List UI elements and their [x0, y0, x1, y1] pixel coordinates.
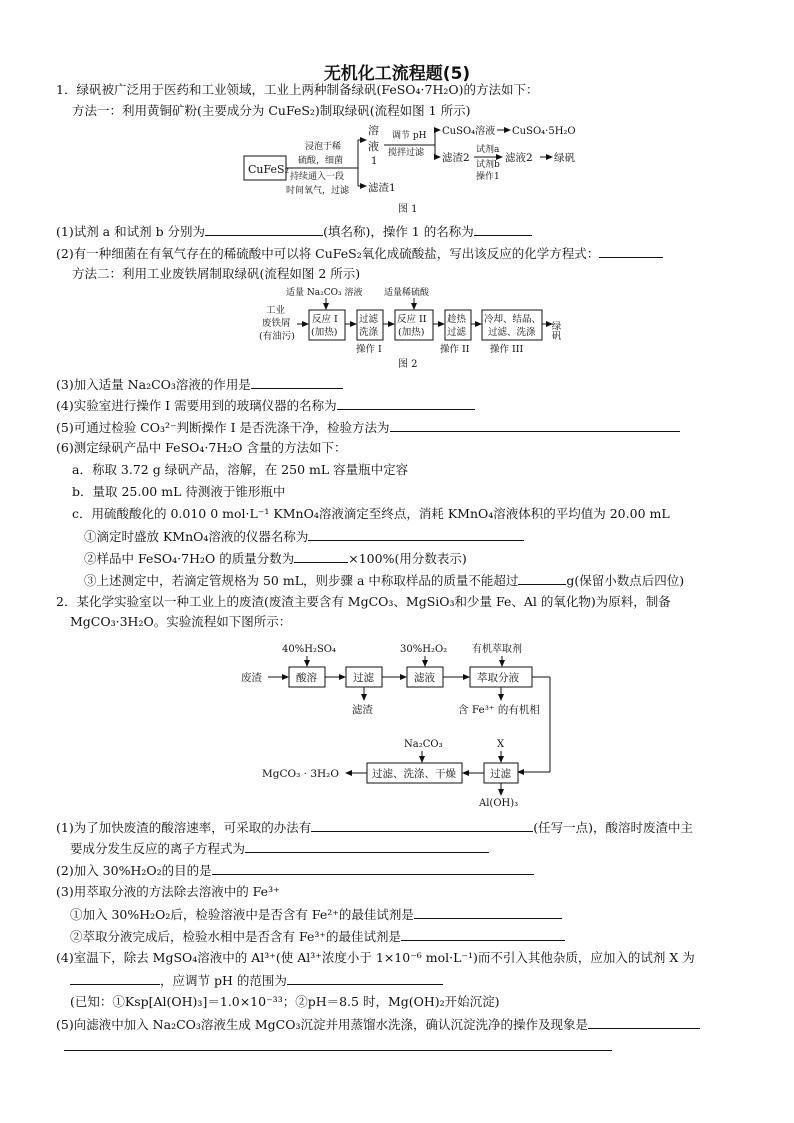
fig2-f2b: 过滤 — [447, 327, 467, 338]
q2-part4c: (已知：①Ksp[Al(OH)₃]＝1.0×10⁻³³；②pH＝8.5 时，Mg(OH)₂开始沉淀) — [70, 994, 500, 1009]
q2-part4a: (4)室温下，除去 MgSO₄溶液中的 Al³⁺(使 Al³⁺浓度小于 1×10⁻⁶ mol·L⁻¹)而不引入其他杂质，应加入的试剂 X 为 — [56, 950, 695, 965]
fig1-reagent-b: 试剂b — [476, 160, 500, 170]
fig2-feed3: (有油污) — [259, 331, 295, 342]
fig1-cuso4: CuSO₄溶液 — [442, 126, 496, 137]
q1-part6-3: ③上述测定中，若滴定管规格为 50 mL，则步骤 a 中称取样品的质量不能超过 g(保留小数点后四位) — [84, 573, 685, 588]
fig2-r1a: 反应 I — [312, 314, 338, 325]
q1-part6c: c．用硫酸酸化的 0.010 0 mol·L⁻¹ KMnO₄溶液滴定至终点，消耗 KMnO₄溶液体积的平均值为 20.00 mL — [72, 506, 670, 521]
q2-part1c: 要成分发生反应的离子方程式为 — [70, 840, 489, 857]
fig1-sol1c: 1 — [371, 156, 378, 167]
fig1-filtrate2: 滤液2 — [505, 152, 533, 164]
q2-part3: (3)用萃取分液的方法除去溶液中的 Fe³⁺ — [56, 884, 280, 899]
fig3-x: X — [497, 739, 505, 750]
fig1-sol1a: 溶 — [368, 124, 379, 137]
q2-part2: (2)加入 30%H₂O₂的目的是 — [56, 862, 534, 879]
fig1-residue2: 滤渣2 — [442, 152, 470, 164]
fig1-reagent-a: 试剂a — [476, 145, 500, 155]
fig3-aloh3: Al(OH)₃ — [479, 798, 519, 809]
q2-part4b: ，应调节 pH 的范围为 — [70, 972, 443, 989]
fig3-filtrate: 滤液 — [414, 672, 435, 684]
q1-part6-2: ②样品中 FeSO₄·7H₂O 的质量分数为 ×100%(用分数表示) — [84, 551, 467, 566]
q1-part6a: a．称取 3.72 g 绿矾产品，溶解，在 250 mL 容量瓶中定容 — [72, 462, 409, 477]
fig3-h2so4: 40%H₂SO₄ — [282, 644, 337, 655]
q2-part3-2: ②萃取分液完成后，检验水相中是否含有 Fe³⁺的最佳试剂是 — [70, 928, 565, 945]
fig3-filter2: 过滤 — [490, 768, 511, 780]
fig1-cuso4-5h2o: CuSO₄·5H₂O — [512, 126, 576, 137]
q1-part1: (1)试剂 a 和试剂 b 分别为 (填名称)，操作 1 的名称为 — [56, 223, 532, 240]
q1-intro: 1．绿矾被广泛用于医药和工业领域，工业上两种制备绿矾(FeSO₄·7H₂O)的方法如下： — [56, 82, 539, 97]
q2-intro2: MgCO₃·3H₂O。实验流程如下图所示： — [70, 614, 292, 629]
cufes2-label: CuFeS₂ — [248, 163, 289, 176]
fig3-extract: 萃取分液 — [477, 672, 519, 684]
fig2-feed2: 废铁屑 — [262, 318, 291, 329]
fig1-step-top2: 硫酸，细菌 — [298, 156, 344, 166]
answer-blank[interactable] — [70, 972, 160, 985]
fig2-c3a: 冷却、结晶、 — [484, 314, 542, 325]
fig2-feed1: 工业 — [266, 305, 286, 316]
q1-method2: 方法二：利用工业废铁屑制取绿矾(流程如图 2 所示) — [72, 266, 361, 281]
fig2-f1a: 过滤 — [359, 314, 379, 325]
fig1-adj1: 调节 pH — [392, 131, 427, 141]
fig1-product: 绿矾 — [554, 152, 575, 164]
fig1-step-bot2: 时间氧气，过滤 — [286, 186, 350, 196]
fig2-product: 绿矾 — [549, 321, 561, 340]
fig2-op3: 操作 III — [490, 344, 524, 355]
fig2-h2so4: 适量稀硫酸 — [384, 288, 430, 298]
fig2-op1: 操作 I — [356, 344, 382, 355]
q2-intro1: 2．某化学实验室以一种工业上的废渣(废渣主要含有 MgCO₃、MgSiO₃和少量 Fe、Al 的氧化物)为原料，制备 — [56, 594, 671, 609]
fig3-na2co3: Na₂CO₃ — [404, 739, 443, 750]
fig3-waste: 废渣 — [241, 672, 262, 684]
q1-part5: (5)可通过检验 CO₃²⁻判断操作 I 是否洗涤干净，检验方法为 — [56, 419, 680, 436]
answer-blank[interactable] — [212, 862, 534, 875]
fig3-filter1: 过滤 — [353, 672, 374, 684]
fig3-wash: 过滤、洗涤、干燥 — [372, 768, 456, 780]
fig1-adj2: 搅拌过滤 — [388, 148, 425, 158]
fig2-r1b: (加热) — [311, 327, 338, 338]
answer-blank-line[interactable] — [64, 1050, 612, 1051]
answer-blank[interactable] — [401, 928, 565, 941]
q1-part6-1: ①滴定时盛放 KMnO₄溶液的仪器名称为 — [84, 528, 524, 545]
fig2-na2co3: 适量 Na₂CO₃ 溶液 — [286, 288, 363, 298]
q1-part3: (3)加入适量 Na₂CO₃溶液的作用是 — [56, 376, 343, 393]
fig1-step-top1: 浸泡于稀 — [305, 142, 342, 152]
fig3-product: MgCO₃ · 3H₂O — [262, 768, 339, 780]
q1-part6b: b．量取 25.00 mL 待测液于锥形瓶中 — [72, 484, 286, 499]
fig3-extractant: 有机萃取剂 — [472, 644, 522, 655]
answer-blank[interactable] — [414, 906, 562, 919]
answer-blank[interactable] — [588, 1016, 700, 1029]
fig2-c3b: 过滤、洗涤 — [488, 327, 536, 338]
answer-blank[interactable] — [311, 819, 533, 832]
answer-blank[interactable] — [287, 972, 443, 985]
fig1-caption: 图 1 — [398, 204, 418, 215]
fig2-op2: 操作 II — [440, 344, 470, 355]
q1-part2: (2)有一种细菌在有氧气存在的稀硫酸中可以将 CuFeS₂氧化成硫酸盐，写出该反应的化学方程式： — [56, 245, 663, 262]
fig1-op1: 操作1 — [476, 172, 500, 182]
q1-method1: 方法一：利用黄铜矿粉(主要成分为 CuFeS₂)制取绿矾(流程如图 1 所示) — [72, 103, 471, 118]
page-title: 无机化工流程题(5) — [323, 64, 471, 84]
fig3-acid: 酸溶 — [296, 672, 317, 684]
fig2-f1b: 洗涤 — [359, 327, 379, 338]
fig1-step-bot1: 持续通入一段 — [290, 172, 345, 182]
fig1-sol1b: 液 — [368, 140, 379, 153]
q2-part5: (5)向滤液中加入 Na₂CO₃溶液生成 MgCO₃沉淀并用蒸馏水洗涤，确认沉淀洗净的操作及现象是 — [56, 1016, 700, 1033]
fig2-caption: 图 2 — [398, 359, 418, 370]
answer-blank[interactable] — [245, 840, 489, 853]
q1-part6: (6)测定绿矾产品中 FeSO₄·7H₂O 含量的方法如下： — [56, 440, 347, 455]
fig2-f2a: 趁热 — [447, 314, 467, 325]
q2-part3-1: ①加入 30%H₂O₂后，检验溶液中是否含有 Fe²⁺的最佳试剂是 — [70, 906, 562, 923]
fig2-r2a: 反应 II — [397, 314, 427, 325]
fig2-r2b: (加热) — [398, 327, 425, 338]
q2-part1: (1)为了加快废渣的酸溶速率，可采取的办法有 (任写一点)，酸溶时废渣中主 — [56, 820, 693, 835]
fig1-residue1: 滤渣1 — [368, 182, 396, 194]
fig3-organic: 含 Fe³⁺ 的有机相 — [458, 704, 540, 716]
fig3-residue: 滤渣 — [352, 704, 373, 716]
fig3-h2o2: 30%H₂O₂ — [400, 644, 448, 655]
q1-part4: (4)实验室进行操作 I 需要用到的玻璃仪器的名称为 — [56, 397, 475, 414]
